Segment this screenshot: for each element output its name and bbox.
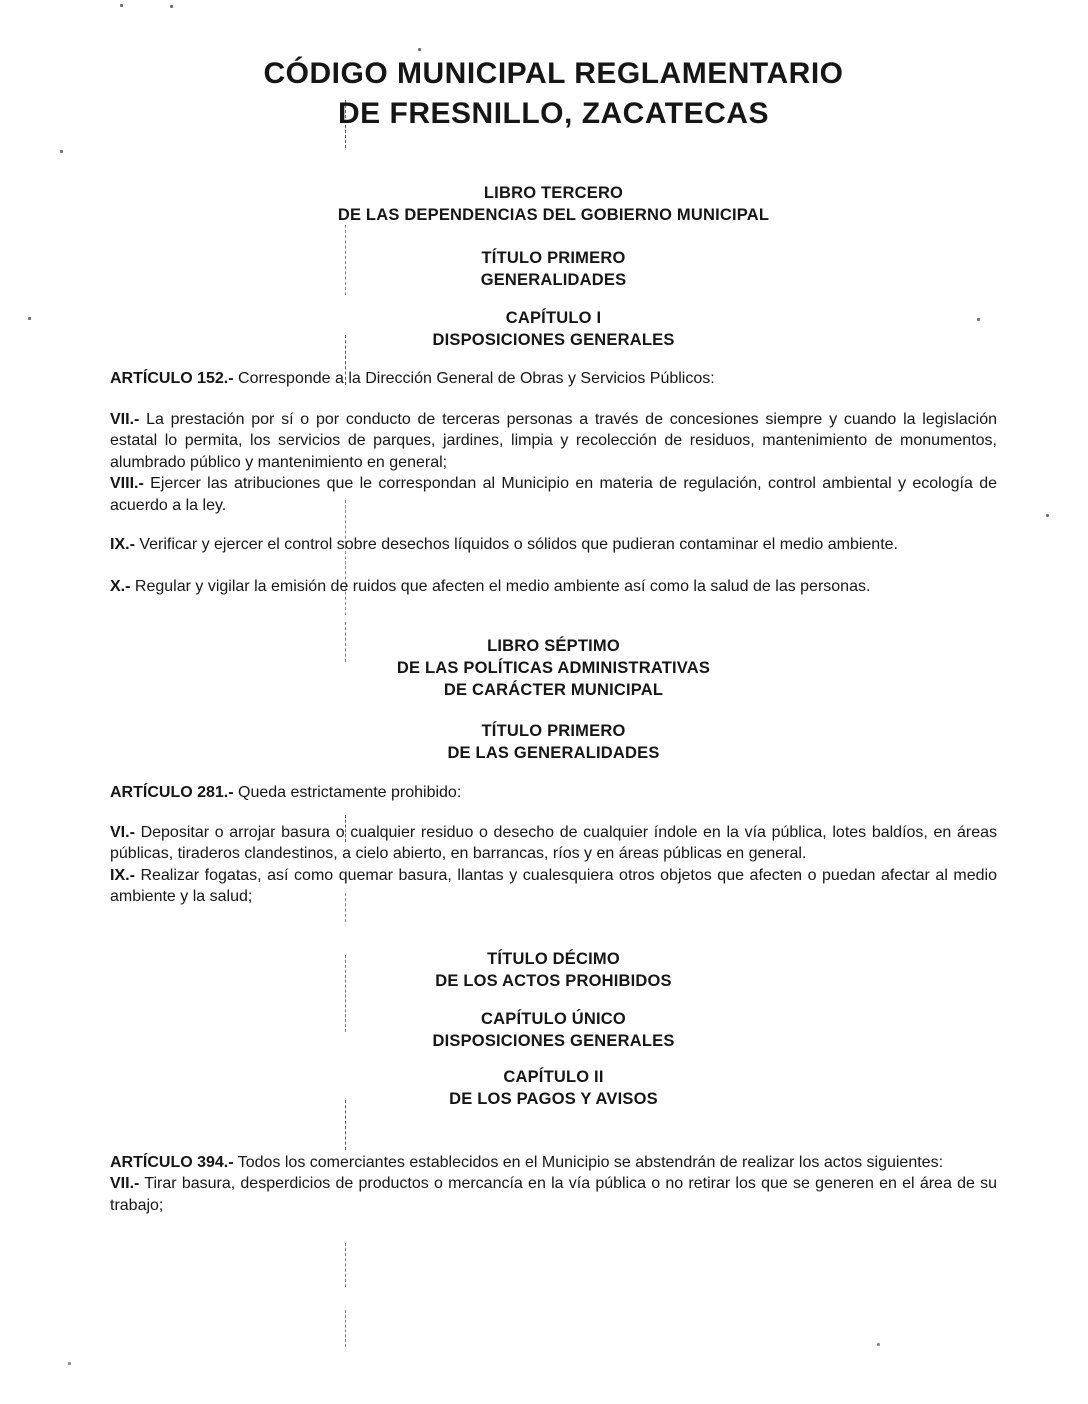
article-152-label: ARTÍCULO 152.- <box>110 370 234 387</box>
article-394-label: ARTÍCULO 394.- <box>110 1153 234 1171</box>
heading-line: LIBRO TERCERO <box>483 184 624 202</box>
article-152-fractions-block <box>110 409 997 517</box>
article-394-text: Todos los comerciantes establecidos en el Municipio se abstendrán de realizar los actos siguientes: <box>237 1153 944 1171</box>
heading-libro-tercero <box>110 182 997 226</box>
scan-speck <box>1046 514 1049 517</box>
article-152-text: Corresponde a la Dirección General de Obras y Servicios Públicos: <box>238 370 715 387</box>
fraction-ix-281-text: Realizar fogatas, así como quemar basura, llantas y cualesquiera otros objetos que afecten o puedan afectar al medio ambiente y la salud; <box>110 866 997 905</box>
article-281-fractions-block <box>110 822 997 908</box>
fraction-vi-text: Depositar o arrojar basura o cualquier residuo o desecho de cualquier índole en la vía pública, lotes baldíos, en áreas públicas, tiraderos clandestinos, a cielo abierto, en barrancas, ríos y en áreas públicas en general. <box>110 823 998 862</box>
fraction-ix-text: Verificar y ejercer el control sobre desechos líquidos o sólidos que pudieran contaminar el medio ambiente. <box>139 536 898 553</box>
heading-line: TÍTULO DÉCIMO <box>487 949 620 968</box>
document-title-line1: CÓDIGO MUNICIPAL REGLAMENTARIO <box>263 57 844 90</box>
document-title <box>110 0 997 134</box>
fraction-ix-label: IX.- <box>110 536 135 553</box>
fraction-ix-281 <box>110 865 997 908</box>
article-152 <box>110 368 997 390</box>
article-281-text: Queda estrictamente prohibido: <box>238 784 462 801</box>
heading-line: DISPOSICIONES GENERALES <box>432 331 675 349</box>
heading-line: TÍTULO PRIMERO <box>481 722 626 740</box>
heading-capitulo-ii <box>110 1066 997 1110</box>
heading-line: CAPÍTULO II <box>503 1067 604 1086</box>
fraction-vi-label: VI.- <box>110 823 135 841</box>
article-281-label: ARTÍCULO 281.- <box>110 784 234 801</box>
fraction-ix-281-label: IX.- <box>110 866 135 884</box>
fraction-vi <box>110 822 997 865</box>
fraction-vii-label: VII.- <box>110 410 140 428</box>
article-281 <box>110 782 997 804</box>
fraction-vii-text: La prestación por sí o por conducto de terceras personas a través de concesiones siempre y cuando la legislación estatal lo permita, los servicios de parques, jardines, limpia y recolección de residuos, mantenimiento de monumentos, alumbrado público y mantenimiento en general; <box>110 410 997 471</box>
fraction-vii <box>110 409 997 474</box>
scan-speck <box>60 150 63 153</box>
heading-line: DE LOS ACTOS PROHIBIDOS <box>435 971 672 990</box>
fraction-viii-text: Ejercer las atribuciones que le correspondan al Municipio en materia de regulación, control ambiental y ecología de acuerdo a la ley. <box>110 475 998 514</box>
heading-line: DE LAS POLÍTICAS ADMINISTRATIVAS <box>396 659 711 677</box>
fraction-ix <box>110 534 997 556</box>
fraction-viii-label: VIII.- <box>110 475 144 492</box>
heading-capitulo-i <box>110 307 997 351</box>
heading-line: DE CARÁCTER MUNICIPAL <box>443 681 664 699</box>
document-content <box>110 0 997 1216</box>
scan-speck <box>28 317 31 320</box>
article-394 <box>110 1152 997 1174</box>
article-394-block <box>110 1152 997 1217</box>
scan-speck <box>877 1343 880 1346</box>
heading-line: CAPÍTULO I <box>505 309 602 327</box>
scan-speck <box>68 1362 71 1365</box>
heading-capitulo-unico <box>110 1008 997 1052</box>
heading-line: DE LOS PAGOS Y AVISOS <box>449 1089 658 1108</box>
fraction-vii-394-text: Tirar basura, desperdicios de productos o mercancía en la vía pública o no retirar los que se generen en el área de su trabajo; <box>110 1175 998 1214</box>
document-title-line2: DE FRESNILLO, ZACATECAS <box>338 97 769 130</box>
fold-line-segment <box>345 1243 346 1287</box>
heading-line: LIBRO SÉPTIMO <box>487 637 620 655</box>
heading-line: CAPÍTULO ÚNICO <box>481 1009 626 1028</box>
heading-line: DE LAS DEPENDENCIAS DEL GOBIERNO MUNICIPAL <box>337 206 770 224</box>
heading-libro-septimo <box>110 635 997 701</box>
fraction-viii <box>110 473 997 516</box>
heading-line: DE LAS GENERALIDADES <box>447 744 660 762</box>
fraction-x-label: X.- <box>110 577 131 595</box>
heading-line: GENERALIDADES <box>480 271 627 289</box>
heading-titulo-decimo <box>110 948 997 992</box>
fraction-vii-394-label: VII.- <box>110 1175 140 1192</box>
heading-line: TÍTULO PRIMERO <box>481 249 626 267</box>
heading-line: DISPOSICIONES GENERALES <box>432 1031 675 1050</box>
fraction-vii-394 <box>110 1173 997 1216</box>
heading-titulo-primero <box>110 247 997 291</box>
heading-titulo-primero-generalidades <box>110 720 997 764</box>
fraction-x-text: Regular y vigilar la emisión de ruidos que afecten el medio ambiente así como la salud de las personas. <box>134 577 871 595</box>
fold-line-segment <box>345 1310 346 1347</box>
fraction-x <box>110 576 997 598</box>
